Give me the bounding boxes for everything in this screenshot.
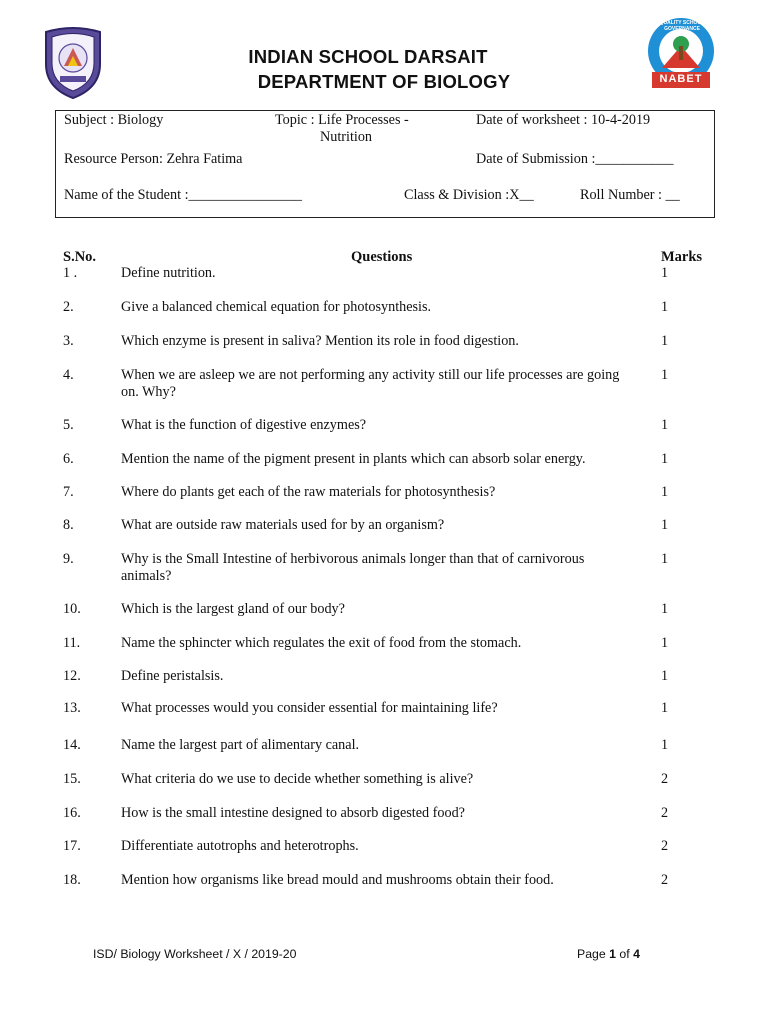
page-number xyxy=(577,947,640,961)
question-marks: 2 xyxy=(661,771,669,787)
question-number: 6. xyxy=(63,451,74,467)
question-text: Give a balanced chemical equation for photosynthesis. xyxy=(121,299,432,315)
question-text: Differentiate autotrophs and heterotrophs. xyxy=(121,838,359,854)
question-text: Mention the name of the pigment present in plants which can absorb solar energy. xyxy=(121,451,586,467)
topic-text-cont: Nutrition xyxy=(320,129,373,145)
question-number: 1 . xyxy=(63,265,78,281)
page-of: of xyxy=(619,947,630,961)
question-marks: 1 xyxy=(661,367,669,383)
submission-date-field[interactable]: Date of Submission :___________ xyxy=(476,151,674,167)
question-number: 11. xyxy=(63,635,81,651)
question-marks: 1 xyxy=(661,265,669,281)
question-text: Where do plants get each of the raw materials for photosynthesis? xyxy=(121,484,496,500)
question-marks: 1 xyxy=(661,451,669,467)
question-marks: 1 xyxy=(661,700,669,716)
question-number: 7. xyxy=(63,484,74,500)
question-marks: 2 xyxy=(661,805,669,821)
question-number: 18. xyxy=(63,872,81,888)
question-marks: 1 xyxy=(661,668,669,684)
question-number: 17. xyxy=(63,838,81,854)
question-text: What processes would you consider essential for maintaining life? xyxy=(121,700,498,716)
question-text: Why is the Small Intestine of herbivorous animals longer than that of carnivorous animals? xyxy=(121,551,585,584)
footer-worksheet-id: ISD/ Biology Worksheet / X / 2019-20 xyxy=(93,947,297,961)
marks-header: Marks xyxy=(661,249,703,265)
nabet-logo-brand: NABET xyxy=(659,73,703,85)
question-marks: 2 xyxy=(661,838,669,854)
question-text: Name the sphincter which regulates the exit of food from the stomach. xyxy=(121,635,522,651)
question-marks: 2 xyxy=(661,872,669,888)
question-marks: 1 xyxy=(661,299,669,315)
question-marks: 1 xyxy=(661,737,669,753)
question-number: 3. xyxy=(63,333,74,349)
question-text: What is the function of digestive enzymes? xyxy=(121,417,367,433)
question-number: 14. xyxy=(63,737,81,753)
question-number: 4. xyxy=(63,367,74,383)
question-text: What are outside raw materials used for by an organism? xyxy=(121,517,445,533)
question-number: 13. xyxy=(63,700,81,716)
question-number: 5. xyxy=(63,417,74,433)
class-division-field[interactable]: Class & Division :X__ xyxy=(404,187,534,203)
question-text: Define peristalsis. xyxy=(121,668,224,684)
question-number: 2. xyxy=(63,299,74,315)
question-number: 9. xyxy=(63,551,74,567)
question-number: 10. xyxy=(63,601,81,617)
question-text: What criteria do we use to decide whether something is alive? xyxy=(121,771,474,787)
topic-text: Topic : Life Processes - xyxy=(275,112,409,128)
question-marks: 1 xyxy=(661,635,669,651)
question-text: Which is the largest gland of our body? xyxy=(121,601,345,617)
student-name-field[interactable]: Name of the Student :________________ xyxy=(64,187,303,203)
questions-header: Questions xyxy=(351,249,413,265)
school-name: INDIAN SCHOOL DARSAIT xyxy=(248,46,488,67)
question-marks: 1 xyxy=(661,333,669,349)
question-text: Which enzyme is present in saliva? Mention its role in food digestion. xyxy=(121,333,519,349)
question-marks: 1 xyxy=(661,484,669,500)
question-marks: 1 xyxy=(661,417,669,433)
question-text: How is the small intestine designed to absorb digested food? xyxy=(121,805,465,821)
roll-number-field[interactable]: Roll Number : __ xyxy=(580,187,680,203)
question-number: 12. xyxy=(63,668,81,684)
page-label: Page xyxy=(577,947,606,961)
department-name: DEPARTMENT OF BIOLOGY xyxy=(257,71,511,92)
question-text: Name the largest part of alimentary canal. xyxy=(121,737,360,753)
question-number: 15. xyxy=(63,771,81,787)
question-marks: 1 xyxy=(661,551,669,567)
question-text: When we are asleep we are not performing any activity still our life processes are going on. Why? xyxy=(121,367,620,400)
resource-person: Resource Person: Zehra Fatima xyxy=(64,151,243,167)
question-marks: 1 xyxy=(661,601,669,617)
question-number: 8. xyxy=(63,517,74,533)
worksheet-date: Date of worksheet : 10-4-2019 xyxy=(476,112,651,128)
page-current: 1 xyxy=(609,947,616,961)
worksheet-info-box xyxy=(55,110,715,218)
subject-text: Subject : Biology xyxy=(64,112,164,128)
sno-header: S.No. xyxy=(63,249,97,265)
question-number: 16. xyxy=(63,805,81,821)
page-total: 4 xyxy=(633,947,640,961)
nabet-logo-ring-text: QUALITY SCHOOL GOVERNANCE xyxy=(659,20,705,32)
question-marks: 1 xyxy=(661,517,669,533)
question-text: Mention how organisms like bread mould and mushrooms obtain their food. xyxy=(121,872,554,888)
question-text: Define nutrition. xyxy=(121,265,216,281)
